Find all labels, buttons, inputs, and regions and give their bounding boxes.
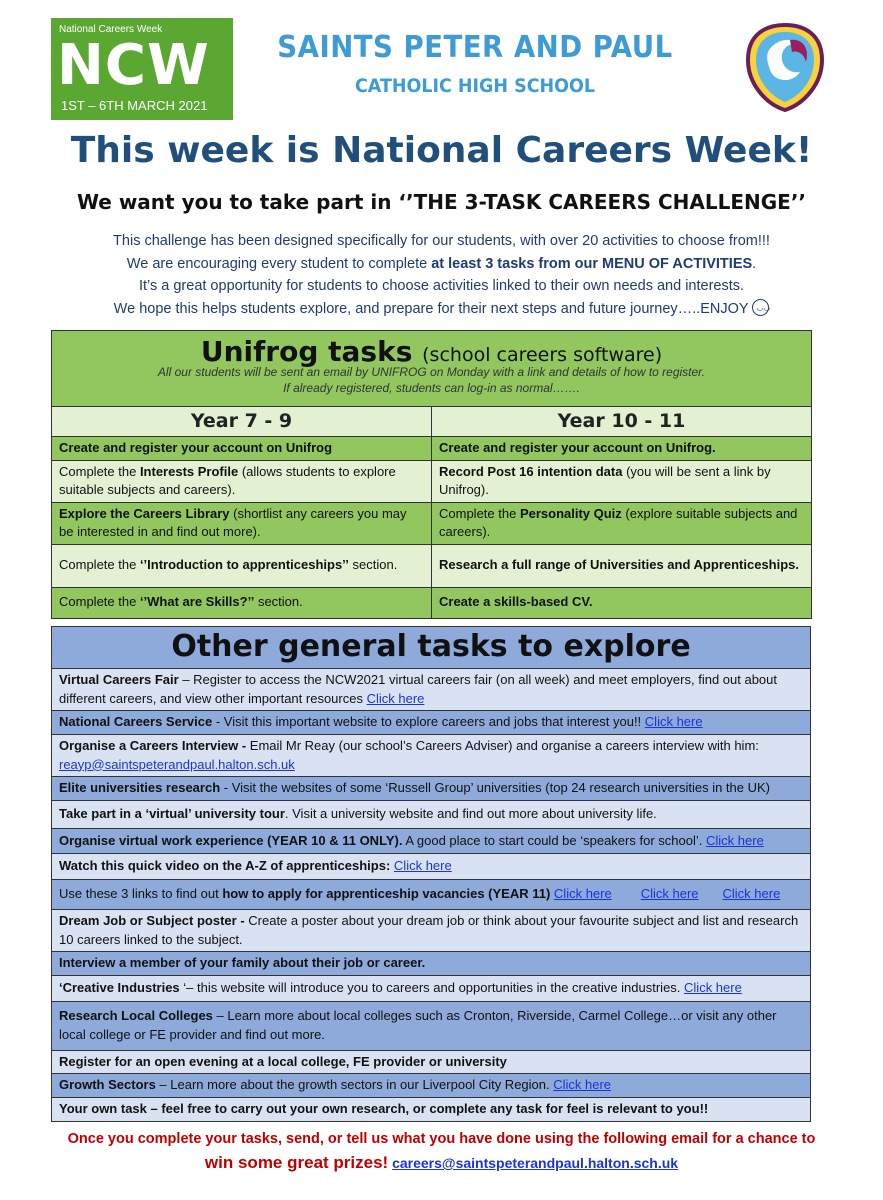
task-text: Email Mr Reay (our school’s Careers Adviser) and organise a careers interview with him: — [246, 738, 759, 753]
task-row — [52, 1098, 811, 1122]
task-text: (you will be sent a link by Unifrog). — [439, 463, 771, 497]
intro-line: This challenge has been designed specifically for our students, with over 20 activities to choose from!!! — [113, 233, 770, 249]
click-here-link[interactable]: Click here — [553, 886, 612, 902]
task-row — [52, 880, 811, 910]
page-title: This week is National Careers Week! — [70, 130, 813, 171]
task-text: Complete the — [439, 505, 520, 521]
task-title: Research Local Colleges — [59, 1008, 213, 1023]
task-title: National Careers Service — [59, 714, 213, 730]
other-tasks-title: Other general tasks to explore — [52, 627, 811, 669]
task-text: – Learn more about the growth sectors in our Liverpool City Region. — [155, 1077, 554, 1093]
task-title: Growth Sectors — [59, 1077, 156, 1093]
click-here-link[interactable]: Click here — [366, 690, 425, 706]
task-text: ‘’What are Skills?’’ — [139, 594, 255, 610]
task-text: ‘– this website will introduce you to careers and opportunities in the creative industries. — [179, 979, 685, 995]
task-row — [52, 975, 811, 1001]
task-row — [52, 669, 811, 711]
smile-emoji-icon: ◡◡ — [752, 299, 769, 316]
unifrog-note: All our students will be sent an email by UNIFROG on Monday with a link and details of how to register. — [157, 365, 706, 380]
click-here-link[interactable]: Click here — [644, 714, 703, 730]
task-text: Complete the — [59, 463, 140, 479]
footer-prize-line — [0, 1153, 883, 1173]
intro-text-span: We are encouraging every student to complete — [126, 255, 432, 272]
unifrog-title-sub: (school careers software) — [422, 343, 663, 366]
task-title: Elite universities research — [59, 780, 221, 796]
task-text: Use these 3 links to find out — [59, 886, 223, 902]
task-row — [52, 854, 811, 880]
task-text: – Register to access the NCW2021 virtual careers fair (on all week) and meet employers, find out about different careers, and view other important resources — [59, 672, 777, 706]
task-text: Interests Profile — [139, 463, 239, 479]
task-text: section. — [254, 594, 303, 610]
click-here-link[interactable]: Click here — [684, 979, 742, 995]
intro-line: It’s a great opportunity for students to choose activities linked to their own needs and interests. — [138, 278, 745, 294]
intro-text — [0, 230, 883, 320]
task-text: Complete the — [59, 594, 140, 610]
task-title: Organise a Careers Interview - — [59, 738, 247, 753]
task-row — [52, 829, 811, 854]
click-here-link[interactable]: Click here — [553, 1077, 612, 1093]
task-title: Register for an open evening at a local college, FE provider or university — [59, 1053, 507, 1069]
task-title: how to apply for apprenticeship vacancies (YEAR 11) — [222, 886, 551, 902]
task-title: Your own task – feel free to carry out your own research, or complete any task for feel is relevant to you!! — [59, 1101, 709, 1116]
task-text: (shortlist any careers you may be interested in and find out more). — [59, 505, 407, 539]
task-text: Create and register your account on Unifrog. — [439, 440, 716, 455]
unifrog-note: If already registered, students can log-in as normal……. — [283, 381, 580, 396]
careers-email-link[interactable]: careers@saintspeterandpaul.halton.sch.uk — [392, 1155, 679, 1171]
footer-instructions: Once you complete your tasks, send, or tell us what you have done using the following email for a chance to — [67, 1131, 816, 1147]
page-subtitle: We want you to take part in ‘’THE 3-TASK CAREERS CHALLENGE’’ — [76, 190, 807, 214]
task-text: Create a poster about your dream job or think about your favourite subject and list and research 10 careers linked to the subject. — [59, 913, 799, 947]
task-cell — [432, 460, 812, 502]
task-title: Dream Job or Subject poster - — [59, 913, 245, 928]
task-cell — [432, 502, 812, 544]
intro-text-span: We hope this helps students explore, and prepare for their next steps and future journey…..ENJOY — [113, 300, 749, 317]
ncw-logo — [51, 18, 233, 120]
task-title: ‘Creative Industries — [59, 979, 180, 995]
school-name-line2: CATHOLIC HIGH SCHOOL — [354, 75, 596, 97]
task-text: - Visit the websites of some ‘Russell Group’ universities (top 24 research universities in the UK) — [220, 780, 770, 796]
task-title: Virtual Careers Fair — [59, 672, 179, 687]
task-text: - Visit this important website to explore careers and jobs that interest you!! — [212, 714, 645, 730]
task-cell — [52, 587, 432, 618]
task-text: ‘’Introduction to apprenticeships’’ — [139, 557, 349, 573]
email-link[interactable]: reayp@saintspeterandpaul.halton.sch.uk — [59, 756, 295, 772]
click-here-link[interactable]: Click here — [722, 886, 781, 902]
click-here-link[interactable]: Click here — [705, 832, 764, 848]
school-crest-icon — [744, 22, 826, 112]
task-text: . Visit a university website and find out more about university life. — [284, 806, 657, 822]
task-cell — [52, 502, 432, 544]
task-title: Watch this quick video on the A-Z of apprenticeships: — [59, 858, 391, 874]
task-row — [52, 777, 811, 801]
task-text: – Learn more about local colleges such as Cronton, Riverside, Carmel College…or visit any other local college or FE provider and find out more. — [59, 1008, 777, 1042]
intro-line — [0, 298, 883, 321]
ncw-logo-caption: National Careers Week — [59, 24, 163, 35]
task-cell — [52, 437, 432, 461]
task-text: A good place to start could be ‘speakers for school’. — [402, 832, 706, 848]
task-text: Record Post 16 intention data — [439, 463, 623, 479]
task-row — [52, 801, 811, 829]
task-text: section. — [348, 557, 398, 573]
task-text: (allows students to explore suitable subjects and careers). — [59, 463, 396, 497]
intro-line — [0, 253, 883, 276]
task-row — [52, 952, 811, 976]
task-row — [52, 1001, 811, 1050]
task-text: (explore suitable subjects and careers). — [439, 505, 798, 539]
task-row — [52, 910, 811, 952]
task-text: Personality Quiz — [519, 505, 622, 521]
task-text: Create a skills-based CV. — [439, 594, 593, 610]
task-cell — [52, 460, 432, 502]
intro-emphasis: at least 3 tasks from our MENU OF ACTIVITIES — [431, 255, 753, 272]
task-row — [52, 711, 811, 735]
task-row — [52, 1050, 811, 1074]
task-text: Complete the — [59, 557, 140, 573]
other-tasks-table — [51, 626, 811, 1122]
task-title: Interview a member of your family about their job or career. — [59, 955, 426, 970]
task-cell — [432, 587, 812, 618]
click-here-link[interactable]: Click here — [393, 858, 452, 874]
school-name — [240, 30, 710, 97]
school-name-line1: SAINTS PETER AND PAUL — [277, 30, 673, 65]
click-here-link[interactable]: Click here — [640, 886, 699, 902]
column-header-year-10-11: Year 10 - 11 — [432, 407, 812, 437]
task-title: Organise virtual work experience (YEAR 10 & 11 ONLY). — [59, 832, 403, 848]
column-header-year-7-9: Year 7 - 9 — [52, 407, 432, 437]
task-text: Create and register your account on Unifrog — [59, 440, 333, 455]
task-row — [52, 735, 811, 777]
task-text: Explore the Careers Library — [59, 505, 230, 521]
task-text: Research a full range of Universities and Apprenticeships. — [439, 557, 800, 573]
task-cell — [52, 544, 432, 587]
intro-text-span: . — [752, 255, 757, 272]
ncw-logo-letters: NCW — [57, 33, 210, 98]
unifrog-title: Unifrog tasks — [200, 334, 413, 368]
ncw-logo-dates: 1ST – 6TH MARCH 2021 — [61, 98, 208, 113]
unifrog-tasks-table — [51, 330, 812, 619]
task-cell — [432, 437, 812, 461]
task-row — [52, 1074, 811, 1098]
task-title: Take part in a ‘virtual’ university tour — [59, 806, 285, 822]
unifrog-header — [52, 331, 812, 407]
prize-text: win some great prizes! — [204, 1153, 389, 1172]
task-cell — [432, 544, 812, 587]
